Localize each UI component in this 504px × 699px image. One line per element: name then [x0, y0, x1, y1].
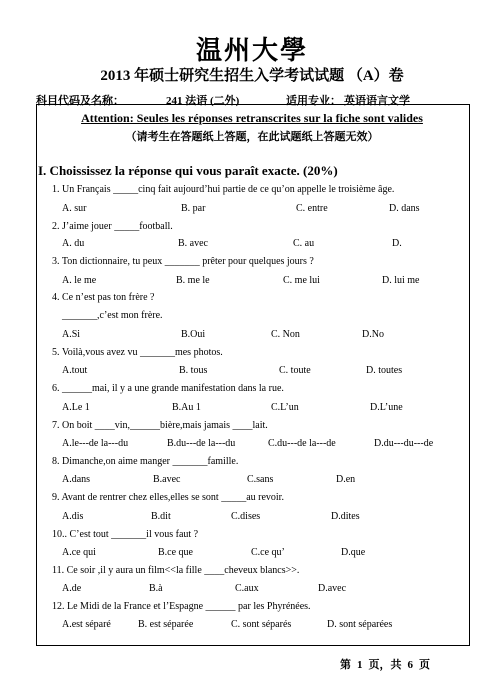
university-name: 温州大學	[195, 36, 308, 65]
q4-option-a: A.Si	[62, 329, 81, 340]
q11-option-c: C.aux	[235, 583, 259, 594]
q12-option-b: B. est séparée	[138, 619, 194, 630]
question-7: 7. On boit ____vin,______bière,mais jamais ____lait.	[52, 420, 268, 431]
q2-option-a: A. du	[62, 238, 85, 249]
q7-option-d: D.du---du---de	[374, 438, 434, 449]
q3-option-c: C. me lui	[283, 275, 320, 286]
q12-option-a: A.est séparé	[62, 619, 111, 630]
q3-option-a: A. le me	[62, 275, 97, 286]
q10-option-d: D.que	[341, 547, 366, 558]
q1-option-d: D. dans	[389, 203, 420, 214]
q1-option-b: B. par	[181, 203, 206, 214]
question-8: 8. Dimanche,on aime manger _______famille.	[52, 456, 239, 467]
q11-option-b: B.à	[149, 583, 163, 594]
q7-option-b: B.du---de la---du	[167, 438, 236, 449]
question-1: 1. Un Français _____cinq fait aujourd’hui partie de ce qu’on appelle le troisième âge.	[52, 184, 395, 195]
q10-option-b: B.ce que	[158, 547, 193, 558]
q6-option-a: A.Le 1	[62, 402, 90, 413]
q12-option-d: D. sont séparées	[327, 619, 393, 630]
q10-option-c: C.ce qu’	[251, 547, 285, 558]
q2-option-d: D.	[392, 238, 402, 249]
q5-option-c: C. toute	[279, 365, 311, 376]
q4-option-b: B.Oui	[181, 329, 206, 340]
subject-label: 科目代码及名称：	[36, 95, 124, 107]
question-5: 5. Voilà,vous avez vu _______mes photos.	[52, 347, 223, 358]
q8-option-d: D.en	[336, 474, 356, 485]
q11-option-a: A.de	[62, 583, 82, 594]
question-12: 12. Le Midi de la France et l’Espagne ______ par les Phyrénées.	[52, 601, 311, 612]
footer-page-number: 1	[357, 659, 363, 671]
q9-option-b: B.dit	[151, 511, 171, 522]
major-label: 适用专业：	[286, 95, 341, 107]
q3-option-b: B. me le	[176, 275, 210, 286]
question-2: 2. J’aime jouer _____football.	[52, 221, 173, 232]
section-title: I. Choississez la réponse qui vous paraît exacte. (20%)	[38, 163, 338, 178]
q8-option-a: A.dans	[62, 474, 91, 485]
footer-suffix: 页	[419, 659, 430, 671]
q7-option-c: C.du---de la---de	[268, 438, 336, 449]
subject-value: 241 法语 (二外)	[166, 95, 240, 107]
footer-middle: 页，共	[368, 659, 402, 671]
q6-option-c: C.L’un	[271, 402, 299, 413]
q2-option-c: C. au	[293, 238, 315, 249]
q1-option-a: A. sur	[62, 203, 87, 214]
footer-total-pages: 6	[407, 659, 413, 671]
page-footer	[340, 656, 436, 672]
q1-option-c: C. entre	[296, 203, 328, 214]
major-value: 英语语言文学	[344, 95, 410, 107]
question-3: 3. Ton dictionnaire, tu peux _______ prêter pour quelques jours ?	[52, 256, 314, 267]
q3-option-d: D. lui me	[382, 275, 420, 286]
q6-option-d: D.L’une	[370, 402, 403, 413]
attention-line: Attention: Seules les réponses retranscrites sur la fiche sont valides	[81, 111, 423, 125]
q5-option-d: D. toutes	[366, 365, 403, 376]
q7-option-a: A.le---de la---du	[62, 438, 129, 449]
question-4: 4. Ce n’est pas ton frère ?	[52, 292, 155, 303]
q9-option-d: D.dites	[331, 511, 360, 522]
q6-option-b: B.Au 1	[172, 402, 201, 413]
question-9: 9. Avant de rentrer chez elles,elles se sont _____au revoir.	[52, 492, 284, 503]
q4-option-c: C. Non	[271, 329, 300, 340]
q8-option-b: B.avec	[153, 474, 181, 485]
q8-option-c: C.sans	[247, 474, 274, 485]
q5-option-a: A.tout	[62, 365, 88, 376]
question-4-answer-line: _______,c’est mon frère.	[62, 310, 163, 321]
question-11: 11. Ce soir ,il y aura un film<<la fille ____cheveux blancs>>.	[52, 565, 300, 576]
q9-option-a: A.dis	[62, 511, 84, 522]
q9-option-c: C.dises	[231, 511, 261, 522]
footer-prefix: 第	[340, 659, 351, 671]
q11-option-d: D.avec	[318, 583, 347, 594]
q2-option-b: B. avec	[178, 238, 208, 249]
exam-title: 2013 年硕士研究生招生入学考试试题 （A）卷	[100, 68, 404, 84]
question-6: 6. ______mai, il y a une grande manifestation dans la rue.	[52, 383, 284, 394]
answer-sheet-note: （请考生在答题纸上答题，在此试题纸上答题无效）	[125, 131, 379, 143]
q12-option-c: C. sont séparés	[231, 619, 292, 630]
q5-option-b: B. tous	[179, 365, 208, 376]
question-10: 10.. C’est tout _______il vous faut ?	[52, 529, 199, 540]
q10-option-a: A.ce qui	[62, 547, 96, 558]
q4-option-d: D.No	[362, 329, 384, 340]
